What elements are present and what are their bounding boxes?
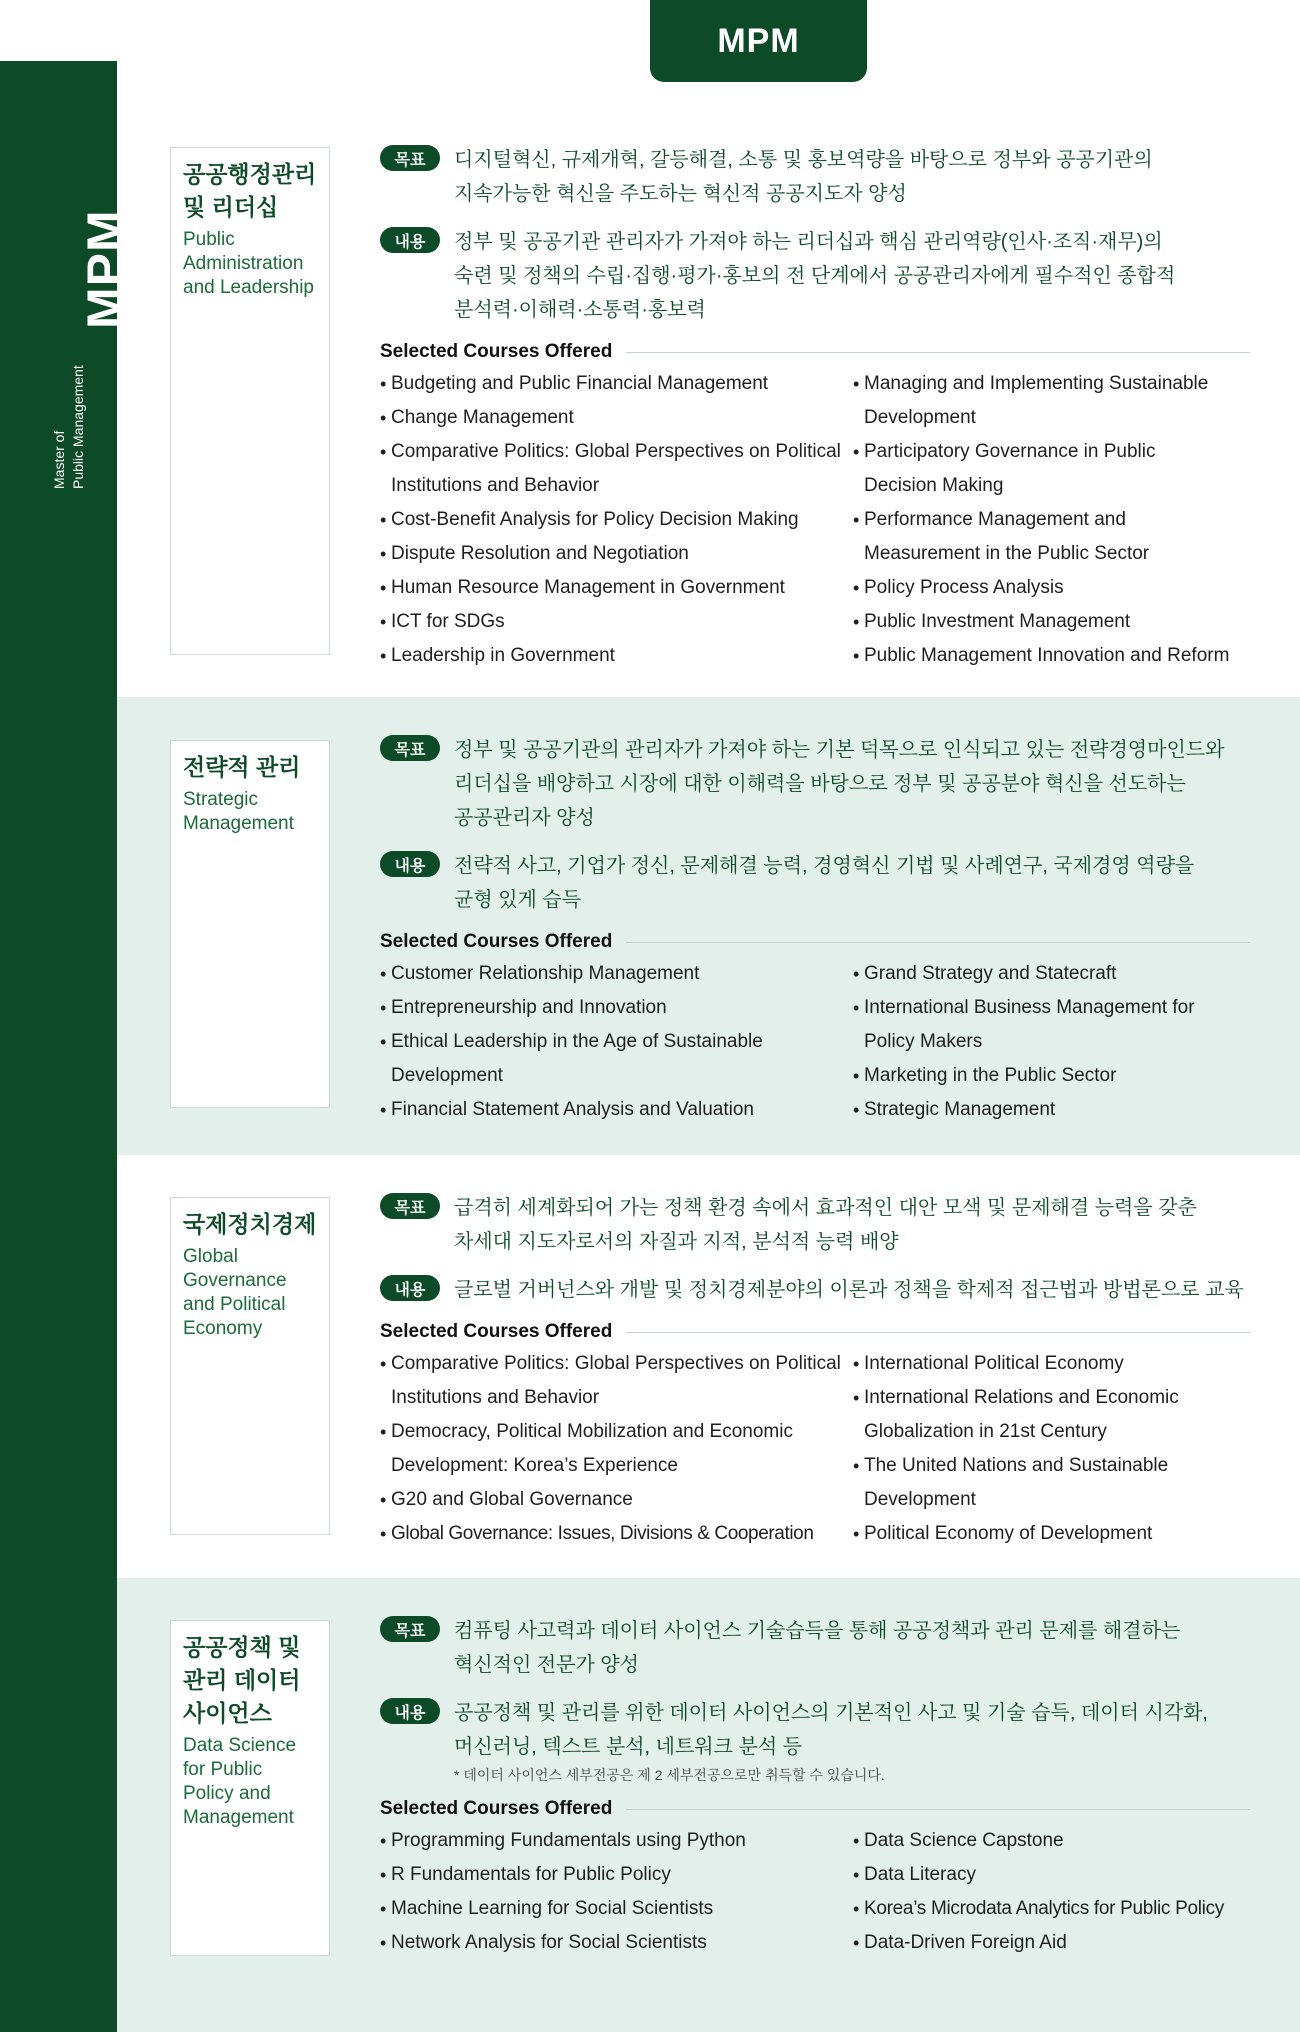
course-item: • Policy Process Analysis bbox=[853, 571, 1250, 605]
goal-line: 리더십을 배양하고 시장에 대한 이해력을 바탕으로 정부 및 공공분야 혁신을 선도하는 bbox=[454, 773, 1186, 795]
content-row bbox=[380, 849, 1250, 917]
goal-line: 정부 및 공공기관의 관리자가 가져야 하는 기본 덕목으로 인식되고 있는 전략경영마인드와 bbox=[454, 739, 1225, 761]
courses-list bbox=[380, 367, 1250, 673]
section-strategic-management bbox=[117, 697, 1300, 1155]
course-item: • Human Resource Management in Government bbox=[380, 571, 853, 605]
title-ko-line: 국제정치경제 bbox=[183, 1211, 317, 1237]
goal-text bbox=[454, 1191, 1250, 1259]
section-title-box bbox=[170, 1620, 330, 1956]
course-item: • International Relations and Economic bbox=[853, 1381, 1250, 1415]
courses-header-rule bbox=[626, 942, 1250, 943]
course-item-cont bbox=[380, 469, 853, 503]
course-item: • Political Economy of Development bbox=[853, 1517, 1250, 1551]
courses-col-left bbox=[380, 1824, 853, 1960]
section-title-ko bbox=[183, 1631, 317, 1730]
courses-col-left bbox=[380, 367, 853, 673]
content-pill: 내용 bbox=[380, 851, 440, 877]
goal-line: 공공관리자 양성 bbox=[454, 807, 595, 829]
title-ko-line: 공공행정관리 bbox=[183, 161, 317, 187]
course-item: • G20 and Global Governance bbox=[380, 1483, 853, 1517]
section-title-box bbox=[170, 147, 330, 655]
course-item-cont: Development bbox=[864, 1489, 976, 1510]
course-cont-text: Institutions and Behavior bbox=[391, 475, 600, 496]
content-pill: 내용 bbox=[380, 1698, 440, 1724]
title-en-line: Global bbox=[183, 1246, 238, 1267]
sidebar-subtitle-line: Public Management bbox=[70, 365, 86, 489]
courses-header-rule bbox=[626, 352, 1250, 353]
course-item-cont: Development bbox=[864, 407, 976, 428]
content-text bbox=[454, 1696, 1250, 1764]
course-item: • Data-Driven Foreign Aid bbox=[853, 1926, 1250, 1960]
goal-text bbox=[454, 1614, 1250, 1682]
goal-row bbox=[380, 143, 1250, 211]
content-line: 숙련 및 정책의 수립·집행·평가·홍보의 전 단계에서 공공관리자에게 필수적인 종합적 bbox=[454, 265, 1176, 287]
course-item: • Managing and Implementing Sustainable bbox=[853, 367, 1250, 401]
title-en-line: Economy bbox=[183, 1318, 263, 1339]
course-item: • Budgeting and Public Financial Management bbox=[380, 367, 853, 401]
goal-row bbox=[380, 733, 1250, 835]
title-en-line: Administration bbox=[183, 253, 304, 274]
goal-row bbox=[380, 1191, 1250, 1259]
course-item: • ICT for SDGs bbox=[380, 605, 853, 639]
section-global-governance bbox=[117, 1155, 1300, 1578]
goal-pill: 목표 bbox=[380, 145, 440, 171]
title-en-line: Governance bbox=[183, 1270, 287, 1291]
course-item-cont: Globalization in 21st Century bbox=[864, 1421, 1107, 1442]
course-item: • Participatory Governance in Public bbox=[853, 435, 1250, 469]
title-en-line: Policy and bbox=[183, 1783, 271, 1804]
title-ko-line: 공공정책 및 bbox=[183, 1634, 301, 1660]
course-item: • Data Literacy bbox=[853, 1858, 1250, 1892]
title-ko-line: 관리 데이터 bbox=[183, 1667, 301, 1693]
content-line: 전략적 사고, 기업가 정신, 문제해결 능력, 경영혁신 기법 및 사례연구, 국제경영 역량을 bbox=[454, 855, 1195, 877]
course-item-cont: Institutions and Behavior bbox=[391, 1387, 600, 1408]
section-content bbox=[380, 1614, 1250, 1960]
content-pill: 내용 bbox=[380, 227, 440, 253]
title-en-line: Data Science bbox=[183, 1735, 297, 1756]
title-ko-line: 및 리더십 bbox=[183, 194, 279, 220]
content-line: 균형 있게 습득 bbox=[454, 889, 582, 911]
courses-header-label: Selected Courses Offered bbox=[380, 1321, 613, 1342]
title-en-line: and Political bbox=[183, 1294, 286, 1315]
course-item: • Korea’s Microdata Analytics for Public Policy bbox=[853, 1892, 1250, 1926]
section-title-en bbox=[183, 1245, 317, 1341]
goal-line: 디지털혁신, 규제개혁, 갈등해결, 소통 및 홍보역량을 바탕으로 정부와 공공기관의 bbox=[454, 149, 1153, 171]
content-line: 공공정책 및 관리를 위한 데이터 사이언스의 기본적인 사고 및 기술 습득, 데이터 시각화, bbox=[454, 1702, 1208, 1724]
courses-header-label: Selected Courses Offered bbox=[380, 931, 613, 952]
courses-col-left bbox=[380, 957, 853, 1127]
course-item: • R Fundamentals for Public Policy bbox=[380, 1858, 853, 1892]
course-item: • Ethical Leadership in the Age of Sustainable bbox=[380, 1025, 853, 1059]
content-note: * 데이터 사이언스 세부전공은 제 2 세부전공으로만 취득할 수 있습니다. bbox=[454, 1767, 885, 1783]
section-title-en bbox=[183, 788, 317, 836]
goal-line: 컴퓨팅 사고력과 데이터 사이언스 기술습득을 통해 공공정책과 관리 문제를 해결하는 bbox=[454, 1620, 1181, 1642]
section-title-en bbox=[183, 1734, 317, 1830]
course-item: • Public Investment Management bbox=[853, 605, 1250, 639]
section-content bbox=[380, 143, 1250, 673]
course-item: • International Political Economy bbox=[853, 1347, 1250, 1381]
course-item: • Global Governance: Issues, Divisions & Cooperation bbox=[380, 1517, 853, 1551]
section-content bbox=[380, 733, 1250, 1127]
course-item: • Comparative Politics: Global Perspectives on Political bbox=[380, 435, 853, 469]
courses-list bbox=[380, 1824, 1250, 1960]
title-ko-line: 전략적 관리 bbox=[183, 754, 301, 780]
courses-col-right bbox=[853, 1347, 1250, 1551]
goal-line: 차세대 지도자로서의 자질과 지적, 분석적 능력 배양 bbox=[454, 1231, 899, 1253]
course-item: • Performance Management and bbox=[853, 503, 1250, 537]
courses-col-left bbox=[380, 1347, 853, 1551]
sidebar-subtitle-line: Master of bbox=[51, 430, 67, 489]
course-item-cont: Measurement in the Public Sector bbox=[864, 543, 1150, 564]
courses-header bbox=[380, 1321, 1250, 1343]
content-text bbox=[454, 225, 1250, 327]
sidebar bbox=[0, 61, 133, 2032]
title-ko-line: 사이언스 bbox=[183, 1700, 272, 1726]
course-item: • International Business Management for bbox=[853, 991, 1250, 1025]
content-text bbox=[454, 849, 1250, 917]
courses-header bbox=[380, 931, 1250, 953]
section-public-administration bbox=[117, 117, 1300, 697]
title-en-line: Public bbox=[183, 229, 235, 250]
content-pill: 내용 bbox=[380, 1275, 440, 1301]
goal-line: 혁신적인 전문가 양성 bbox=[454, 1654, 639, 1676]
course-item: • Leadership in Government bbox=[380, 639, 853, 673]
section-title-en bbox=[183, 228, 317, 300]
course-item: • Grand Strategy and Statecraft bbox=[853, 957, 1250, 991]
content-line: 글로벌 거버넌스와 개발 및 정치경제분야의 이론과 정책을 학제적 접근법과 방법론으로 교육 bbox=[454, 1279, 1244, 1301]
sidebar-subtitle bbox=[50, 365, 88, 489]
course-item: • Network Analysis for Social Scientists bbox=[380, 1926, 853, 1960]
section-title-ko bbox=[183, 158, 317, 224]
section-title-box bbox=[170, 1197, 330, 1535]
courses-header bbox=[380, 341, 1250, 363]
course-item: • Dispute Resolution and Negotiation bbox=[380, 537, 853, 571]
course-item: • Financial Statement Analysis and Valuation bbox=[380, 1093, 853, 1127]
goal-text bbox=[454, 143, 1250, 211]
section-content bbox=[380, 1191, 1250, 1551]
course-item-cont: Decision Making bbox=[864, 475, 1004, 496]
courses-header-label: Selected Courses Offered bbox=[380, 341, 613, 362]
title-en-line: and Leadership bbox=[183, 277, 314, 298]
goal-pill: 목표 bbox=[380, 735, 440, 761]
goal-pill: 목표 bbox=[380, 1193, 440, 1219]
title-en-line: Management bbox=[183, 1807, 294, 1828]
sidebar-title: MPM bbox=[77, 209, 133, 329]
course-item: • Programming Fundamentals using Python bbox=[380, 1824, 853, 1858]
content-row bbox=[380, 225, 1250, 327]
course-item: • Data Science Capstone bbox=[853, 1824, 1250, 1858]
course-item: • Marketing in the Public Sector bbox=[853, 1059, 1250, 1093]
title-en-line: Management bbox=[183, 813, 294, 834]
course-item: • Public Management Innovation and Reform bbox=[853, 639, 1250, 673]
course-item: • Change Management bbox=[380, 401, 853, 435]
content-line: 분석력·이해력·소통력·홍보력 bbox=[454, 299, 706, 321]
course-item: • The United Nations and Sustainable bbox=[853, 1449, 1250, 1483]
goal-line: 급격히 세계화되어 가는 정책 환경 속에서 효과적인 대안 모색 및 문제해결 능력을 갖춘 bbox=[454, 1197, 1197, 1219]
goal-text bbox=[454, 733, 1250, 835]
course-item: • Machine Learning for Social Scientists bbox=[380, 1892, 853, 1926]
section-title-ko bbox=[183, 1208, 317, 1241]
section-title-ko bbox=[183, 751, 317, 784]
mpm-tab: MPM bbox=[650, 0, 867, 82]
courses-list bbox=[380, 1347, 1250, 1551]
course-item-cont: Development: Korea’s Experience bbox=[391, 1455, 678, 1476]
course-item-cont: Development bbox=[391, 1065, 503, 1086]
content-text bbox=[454, 1273, 1250, 1307]
section-title-box bbox=[170, 740, 330, 1108]
content-row bbox=[380, 1273, 1250, 1307]
course-item: • Cost-Benefit Analysis for Policy Decision Making bbox=[380, 503, 853, 537]
course-item: • Customer Relationship Management bbox=[380, 957, 853, 991]
content-row bbox=[380, 1696, 1250, 1784]
courses-col-right bbox=[853, 957, 1250, 1127]
courses-header-label: Selected Courses Offered bbox=[380, 1798, 613, 1819]
course-item: • Entrepreneurship and Innovation bbox=[380, 991, 853, 1025]
goal-line: 지속가능한 혁신을 주도하는 혁신적 공공지도자 양성 bbox=[454, 183, 907, 205]
content-line: 정부 및 공공기관 관리자가 가져야 하는 리더십과 핵심 관리역량(인사·조직·재무)의 bbox=[454, 231, 1163, 253]
course-item: • Democracy, Political Mobilization and Economic bbox=[380, 1415, 853, 1449]
goal-pill: 목표 bbox=[380, 1616, 440, 1642]
goal-row bbox=[380, 1614, 1250, 1682]
content-line: 머신러닝, 텍스트 분석, 네트워크 분석 등 bbox=[454, 1736, 803, 1758]
courses-col-right bbox=[853, 1824, 1250, 1960]
course-item-cont: Policy Makers bbox=[864, 1031, 983, 1052]
courses-list bbox=[380, 957, 1250, 1127]
course-item: • Comparative Politics: Global Perspectives on Political bbox=[380, 1347, 853, 1381]
course-item: • Strategic Management bbox=[853, 1093, 1250, 1127]
section-data-science bbox=[117, 1578, 1300, 2032]
courses-header bbox=[380, 1798, 1250, 1820]
courses-header-rule bbox=[626, 1809, 1250, 1810]
title-en-line: Strategic bbox=[183, 789, 258, 810]
title-en-line: for Public bbox=[183, 1759, 263, 1780]
courses-header-rule bbox=[626, 1332, 1250, 1333]
courses-col-right bbox=[853, 367, 1250, 673]
